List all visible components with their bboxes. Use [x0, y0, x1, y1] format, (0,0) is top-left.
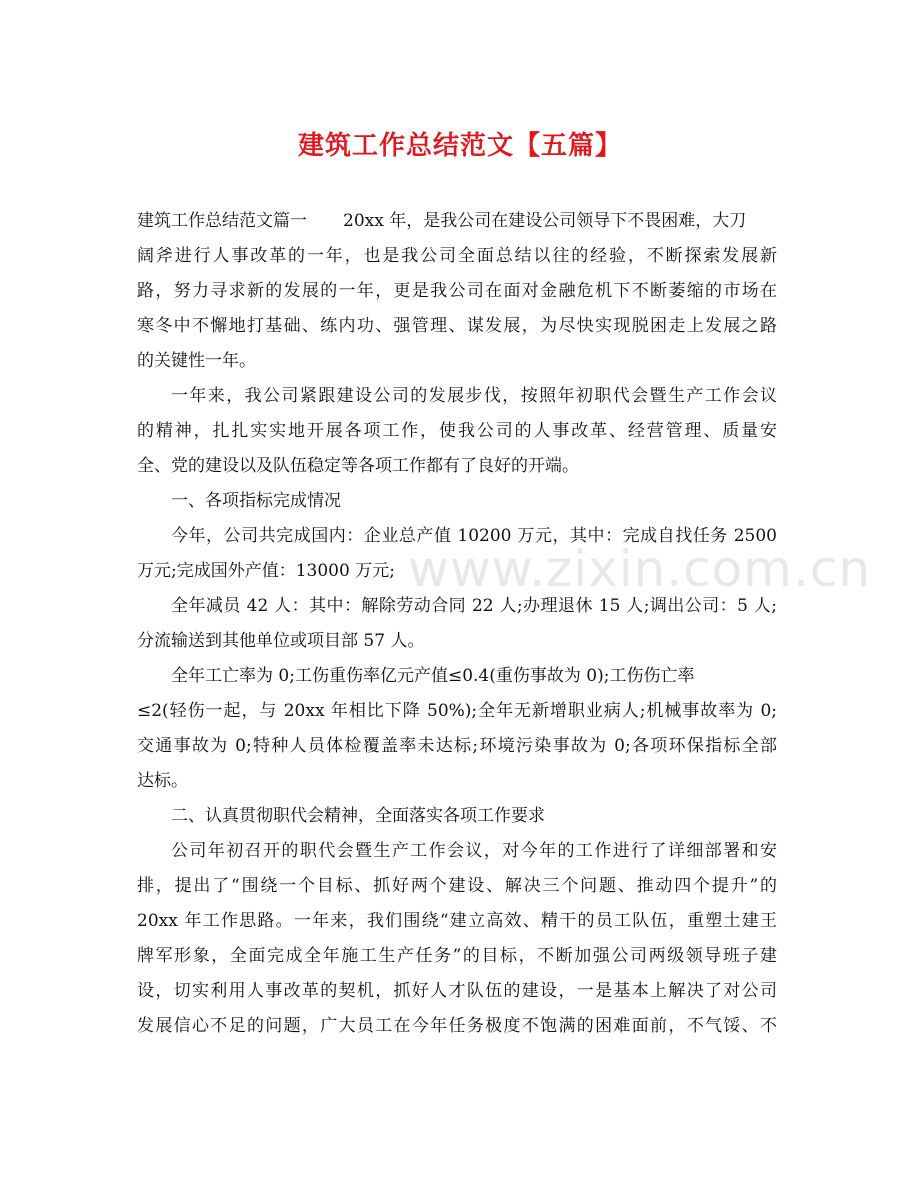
paragraph-line: 的关键性一年。 [137, 351, 256, 371]
paragraph-line: 分流输送到其他单位或项目部 57 人。 [137, 631, 425, 651]
paragraph-line: 一年来，我公司紧跟建设公司的发展步伐，按照年初职代会暨生产工作会议 [171, 386, 777, 406]
paragraph-line: 寒冬中不懈地打基础、练内功、强管理、谋发展，为尽快实现脱困走上发展之路 [137, 316, 777, 336]
paragraph-line: 万元;完成国外产值：13000 万元; [137, 561, 395, 581]
paragraph-line: 牌军形象，全面完成全年施工生产任务”的目标，不断加强公司两级领导班子建 [137, 946, 777, 966]
paragraph-line: 设，切实利用人事改革的契机，抓好人才队伍的建设，一是基本上解决了对公司 [137, 981, 777, 1001]
paragraph-line: 今年，公司共完成国内：企业总产值 10200 万元，其中：完成自找任务 2500 [171, 526, 777, 546]
paragraph-line: 的精神，扎扎实实地开展各项工作，使我公司的人事改革、经营管理、质量安 [137, 421, 777, 441]
document-title: 建筑工作总结范文【五篇】 [297, 131, 622, 161]
paragraph-line: 阔斧进行人事改革的一年，也是我公司全面总结以往的经验，不断探索发展新 [137, 246, 777, 266]
watermark-text: www.zixin.com.cn [408, 540, 872, 598]
paragraph-line: 一、各项指标完成情况 [171, 491, 341, 511]
paragraph-line: 20xx 年工作思路。一年来，我们围绕“建立高效、精干的员工队伍，重塑土建王 [137, 911, 777, 931]
section-heading-inline: 建筑工作总结范文篇一 [137, 211, 307, 231]
paragraph-line: 全年减员 42 人：其中：解除劳动合同 22 人;办理退休 15 人;调出公司：5 人; [171, 596, 777, 616]
document-body [137, 204, 777, 1044]
paragraph-line: 公司年初召开的职代会暨生产工作会议，对今年的工作进行了详细部署和安 [171, 841, 777, 861]
paragraph-line: 路，努力寻求新的发展的一年，更是我公司在面对金融危机下不断萎缩的市场在 [137, 281, 777, 301]
paragraph-line: 排，提出了“围绕一个目标、抓好两个建设、解决三个问题、推动四个提升”的 [137, 876, 777, 896]
paragraph-line: 全、党的建设以及队伍稳定等各项工作都有了良好的开端。 [137, 456, 579, 476]
paragraph-line: 发展信心不足的问题，广大员工在今年任务极度不饱满的困难面前，不气馁、不 [137, 1016, 777, 1036]
paragraph-line: ≤2(轻伤一起，与 20xx 年相比下降 50%);全年无新增职业病人;机械事故率为 0; [137, 701, 777, 721]
paragraph-line: 达标。 [137, 771, 188, 791]
paragraph-line: 交通事故为 0;特种人员体检覆盖率未达标;环境污染事故为 0;各项环保指标全部 [137, 736, 777, 756]
paragraph-text: 20xx 年，是我公司在建设公司领导下不畏困难，大刀 [343, 211, 747, 231]
paragraph-line: 全年工亡率为 0;工伤重伤率亿元产值≤0.4(重伤事故为 0);工伤伤亡率 [171, 666, 695, 686]
paragraph-line: 二、认真贯彻职代会精神，全面落实各项工作要求 [171, 806, 545, 826]
paragraph-line [137, 204, 777, 239]
